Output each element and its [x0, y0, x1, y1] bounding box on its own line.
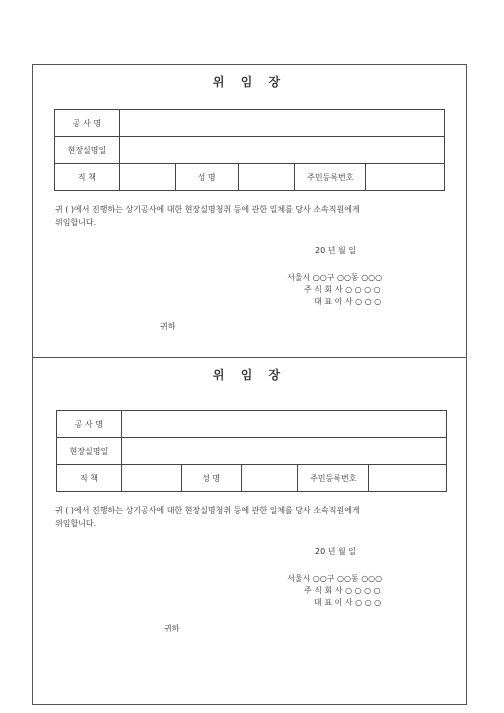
site-rep-field[interactable]	[121, 438, 446, 465]
date-line: 20 년 월 일	[315, 246, 356, 255]
name-label: 성 명	[175, 164, 238, 191]
info-table	[54, 109, 445, 191]
resident-no-label: 주민등록번호	[295, 164, 366, 191]
project-name-field[interactable]	[121, 411, 446, 438]
recipient-line: 귀하	[164, 624, 180, 633]
company-line: 주 식 회 사 ○ ○ ○ ○	[304, 586, 381, 595]
site-rep-label: 현장실명일	[55, 137, 120, 164]
project-name-field[interactable]	[119, 110, 444, 137]
name-field[interactable]	[241, 465, 298, 492]
site-rep-label: 현장실명일	[57, 438, 122, 465]
company-line: 주 식 회 사 ○ ○ ○ ○	[304, 285, 381, 294]
power-of-attorney-form-1	[33, 65, 466, 357]
document-page	[32, 64, 467, 705]
address-line: 서울시 ○○구 ○○동 ○○○	[287, 574, 383, 583]
position-label: 직 책	[55, 164, 120, 191]
form-title: 위 임 장	[212, 368, 287, 382]
name-field[interactable]	[238, 164, 295, 191]
address-line: 서울시 ○○구 ○○동 ○○○	[287, 273, 383, 282]
body-text	[55, 504, 445, 530]
info-table	[56, 410, 447, 492]
position-field[interactable]	[119, 164, 175, 191]
project-name-label: 공 사 명	[55, 110, 120, 137]
project-name-label: 공 사 명	[57, 411, 122, 438]
date-line: 20 년 월 일	[315, 547, 356, 556]
ceo-line: 대 표 이 사 ○ ○ ○	[314, 297, 382, 306]
site-rep-field[interactable]	[119, 137, 444, 164]
name-label: 성 명	[181, 465, 241, 492]
body-line-2: 위임합니다.	[55, 218, 97, 227]
body-line-2: 위임합니다.	[55, 519, 97, 528]
recipient-line: 귀하	[160, 322, 176, 331]
position-field[interactable]	[121, 465, 181, 492]
form-title: 위 임 장	[212, 75, 287, 89]
resident-no-field[interactable]	[366, 164, 445, 191]
power-of-attorney-form-2	[33, 358, 466, 704]
resident-no-label: 주민등록번호	[298, 465, 369, 492]
body-text	[55, 203, 445, 229]
position-label: 직 책	[57, 465, 122, 492]
ceo-line: 대 표 이 사 ○ ○ ○	[314, 598, 382, 607]
body-line-1: 귀 ( )에서 진행하는 상기공사에 대한 현장실명청취 등에 관한 일체를 당사 소속직원에게	[55, 205, 360, 214]
body-line-1: 귀 ( )에서 진행하는 상기공사에 대한 현장실명청취 등에 관한 일체를 당사 소속직원에게	[55, 506, 360, 515]
resident-no-field[interactable]	[369, 465, 447, 492]
